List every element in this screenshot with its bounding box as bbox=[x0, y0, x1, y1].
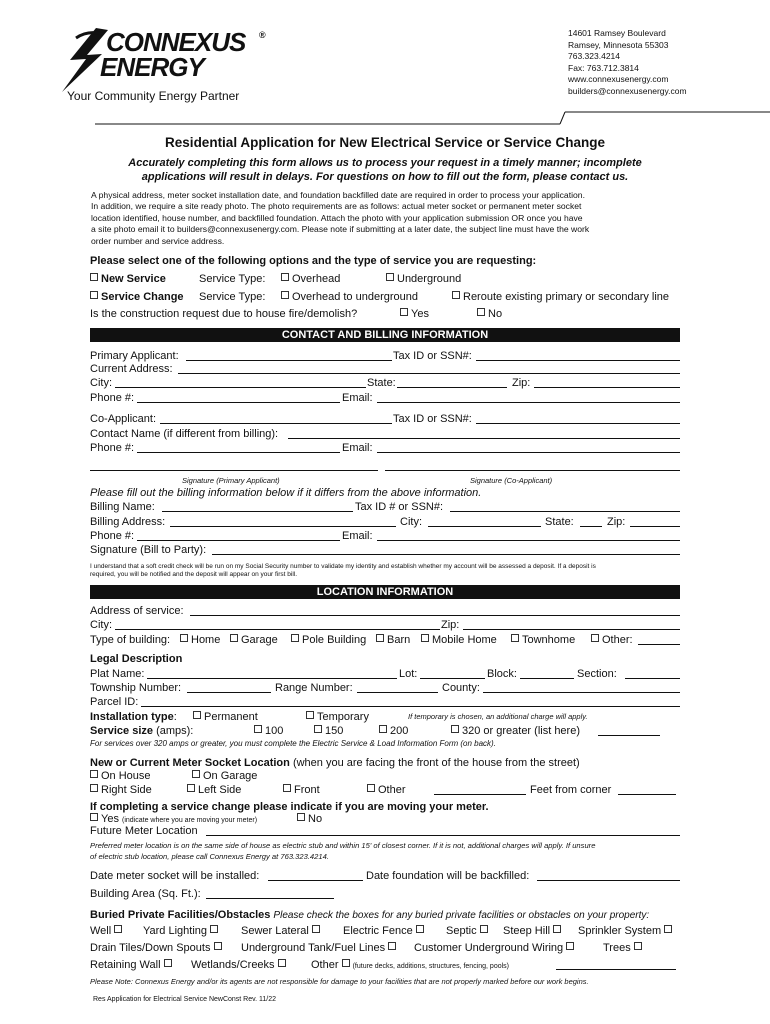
buried-heading: Buried Private Facilities/Obstacles bbox=[90, 909, 271, 921]
meter-location-heading bbox=[90, 757, 580, 770]
taxid-label: Tax ID or SSN#: bbox=[393, 350, 472, 362]
primary-applicant-field[interactable] bbox=[186, 360, 392, 361]
underground-tank-label: Underground Tank/Fuel Lines bbox=[241, 942, 386, 954]
co-email-field[interactable] bbox=[377, 452, 680, 453]
co-phone-field[interactable] bbox=[137, 452, 340, 453]
current-address-field[interactable] bbox=[178, 373, 680, 374]
right-side-label: Right Side bbox=[101, 784, 152, 796]
meter-heading-rest: (when you are facing the front of the house from the street) bbox=[292, 757, 580, 769]
pole-building-label: Pole Building bbox=[302, 634, 367, 646]
range-field[interactable] bbox=[357, 692, 438, 693]
front-option[interactable] bbox=[283, 784, 320, 797]
facility-steep-hill[interactable] bbox=[503, 925, 564, 938]
facility-wetlands[interactable] bbox=[191, 959, 289, 972]
checkbox[interactable] bbox=[180, 634, 188, 642]
tagline: Your Community Energy Partner bbox=[67, 89, 240, 103]
checkbox[interactable] bbox=[306, 711, 314, 719]
building-type-label: Type of building: bbox=[90, 634, 171, 646]
location-city-field[interactable] bbox=[115, 629, 440, 630]
intro-paragraph bbox=[91, 190, 589, 247]
billing-taxid-field[interactable] bbox=[450, 511, 680, 512]
address-line: 14601 Ramsey Boulevard bbox=[568, 28, 666, 38]
reroute-label: Reroute existing primary or secondary line bbox=[463, 291, 670, 303]
billing-address-field[interactable] bbox=[170, 526, 396, 527]
yes-label: Yes bbox=[411, 308, 429, 320]
home-label: Home bbox=[191, 634, 221, 646]
primary-signature-field[interactable] bbox=[90, 470, 378, 471]
checkbox[interactable] bbox=[193, 711, 201, 719]
on-garage-label: On Garage bbox=[203, 770, 258, 782]
service-change-label: Service Change bbox=[101, 291, 184, 303]
phone-field[interactable] bbox=[137, 402, 340, 403]
facility-underground-tank[interactable] bbox=[241, 942, 399, 955]
company-address bbox=[568, 28, 687, 98]
company-logo bbox=[56, 26, 271, 106]
garage-label: Garage bbox=[241, 634, 278, 646]
checkbox[interactable] bbox=[283, 784, 291, 792]
co-taxid-field[interactable] bbox=[476, 423, 680, 424]
customer-wiring-label: Customer Underground Wiring bbox=[414, 942, 564, 954]
facility-other-field[interactable] bbox=[556, 969, 676, 970]
billing-name-field[interactable] bbox=[162, 511, 353, 512]
service-size-label: Service size bbox=[90, 725, 153, 737]
address-line: Ramsey, Minnesota 55303 bbox=[568, 39, 669, 50]
checkbox[interactable] bbox=[314, 725, 322, 733]
billing-phone-field[interactable] bbox=[137, 540, 340, 541]
steep-hill-label: Steep Hill bbox=[503, 925, 551, 937]
checkbox[interactable] bbox=[90, 273, 98, 281]
date-foundation-field[interactable] bbox=[537, 880, 680, 881]
township-label: Township Number: bbox=[90, 682, 182, 694]
intro-line: a site photo email it to builders@connexusenergy.com. Please note if submitting at a later date, the subject line must have the work bbox=[91, 224, 590, 235]
permanent-label: Permanent bbox=[204, 711, 258, 723]
billing-address-label: Billing Address: bbox=[90, 516, 166, 528]
building-townhome-option[interactable] bbox=[511, 634, 575, 647]
address-line: Fax: 763.712.3814 bbox=[568, 62, 639, 73]
checkbox[interactable] bbox=[254, 725, 262, 733]
future-meter-field[interactable] bbox=[206, 835, 680, 836]
contact-name-field[interactable] bbox=[288, 438, 680, 439]
barn-label: Barn bbox=[387, 634, 411, 646]
service-address-label: Address of service: bbox=[90, 605, 184, 617]
fire-no-option[interactable] bbox=[477, 308, 502, 321]
preferred-note-line: Preferred meter location is on the same side of house as electric stub and within 15' of closest corner. If it is not, additional charges will apply. If unsure bbox=[90, 841, 596, 850]
intro-line: location identified, house number, and backfilled foundation. Attach the photo with your application submission OR once you have bbox=[91, 212, 583, 223]
fire-yes-option[interactable] bbox=[400, 308, 429, 321]
moving-yes-note: (indicate where you are moving your meter) bbox=[122, 817, 258, 824]
page-title: Residential Application for New Electrical Service or Service Change bbox=[165, 135, 605, 150]
checkbox[interactable] bbox=[511, 634, 519, 642]
checkbox[interactable] bbox=[376, 634, 384, 642]
state-label: State: bbox=[367, 377, 396, 389]
credit-note-line: required, you will be notified and the deposit will appear on your first bill. bbox=[90, 571, 298, 578]
checkbox[interactable] bbox=[421, 634, 429, 642]
intro-line: A physical address, meter socket installation date, and foundation backfilled date are required in order to process your application. bbox=[91, 190, 585, 200]
size-100-option[interactable] bbox=[254, 725, 283, 738]
yard-lighting-label: Yard Lighting bbox=[143, 925, 208, 937]
billing-state-field[interactable] bbox=[580, 526, 602, 527]
coapplicant-field[interactable] bbox=[160, 423, 392, 424]
temporary-label: Temporary bbox=[317, 711, 369, 723]
zip-label: Zip: bbox=[512, 377, 531, 389]
overhead-to-underground-option[interactable] bbox=[281, 291, 418, 304]
section-label: Section: bbox=[577, 668, 617, 680]
township-field[interactable] bbox=[187, 692, 271, 693]
fire-question: Is the construction request due to house fire/demolish? bbox=[90, 308, 358, 320]
credit-check-note bbox=[90, 563, 596, 579]
underground-option[interactable] bbox=[386, 273, 461, 286]
buried-heading-row bbox=[90, 909, 649, 922]
co-signature-caption: Signature (Co-Applicant) bbox=[470, 476, 553, 485]
sewer-lateral-label: Sewer Lateral bbox=[241, 925, 309, 937]
coapplicant-label: Co-Applicant: bbox=[90, 413, 157, 425]
logo-registered: ® bbox=[259, 30, 265, 40]
checkbox[interactable] bbox=[451, 725, 459, 733]
drain-tiles-label: Drain Tiles/Down Spouts bbox=[90, 942, 211, 954]
city-label: City: bbox=[90, 377, 112, 389]
checkbox[interactable] bbox=[342, 959, 350, 967]
checkbox[interactable] bbox=[114, 925, 122, 933]
plat-field[interactable] bbox=[147, 678, 397, 679]
size-150-option[interactable] bbox=[314, 725, 343, 738]
electric-fence-label: Electric Fence bbox=[343, 925, 413, 937]
checkbox[interactable] bbox=[566, 942, 574, 950]
septic-label: Septic bbox=[446, 925, 477, 937]
logo-line1: CONNEXUS bbox=[106, 27, 246, 57]
meter-other-label: Other bbox=[378, 784, 406, 796]
size-150-label: 150 bbox=[325, 725, 344, 737]
facility-electric-fence[interactable] bbox=[343, 925, 427, 938]
primary-applicant-label: Primary Applicant: bbox=[90, 350, 179, 362]
left-side-label: Left Side bbox=[198, 784, 242, 796]
section-field[interactable] bbox=[625, 678, 680, 679]
no-label: No bbox=[488, 308, 503, 320]
checkbox[interactable] bbox=[379, 725, 387, 733]
preferred-location-note bbox=[90, 840, 595, 862]
checkbox[interactable] bbox=[214, 942, 222, 950]
on-house-label: On House bbox=[101, 770, 151, 782]
moving-no-label: No bbox=[308, 813, 323, 825]
retaining-wall-label: Retaining Wall bbox=[90, 959, 161, 971]
checkbox[interactable] bbox=[452, 291, 460, 299]
front-label: Front bbox=[294, 784, 320, 796]
checkbox[interactable] bbox=[187, 784, 195, 792]
installation-type-label: Installation type bbox=[90, 711, 174, 723]
checkbox[interactable] bbox=[90, 784, 98, 792]
well-label: Well bbox=[90, 925, 112, 937]
checkbox[interactable] bbox=[634, 942, 642, 950]
installation-type-row: Installation type: bbox=[90, 711, 177, 723]
county-label: County: bbox=[442, 682, 480, 694]
facility-trees[interactable] bbox=[603, 942, 645, 955]
billing-phone-label: Phone #: bbox=[90, 530, 135, 542]
location-zip-label: Zip: bbox=[441, 619, 460, 631]
facility-sprinkler-system[interactable] bbox=[578, 925, 675, 938]
amps-note: For services over 320 amps or greater, you must complete the Electric Service & Load Information Form (on back). bbox=[90, 739, 496, 748]
size-100-label: 100 bbox=[265, 725, 284, 737]
meter-other-option[interactable] bbox=[367, 784, 406, 797]
temporary-note: If temporary is chosen, an additional charge will apply. bbox=[408, 712, 588, 721]
checkbox[interactable] bbox=[591, 634, 599, 642]
contact-name-label: Contact Name (if different from billing): bbox=[90, 428, 279, 440]
checkbox[interactable] bbox=[281, 291, 289, 299]
location-section-header: LOCATION INFORMATION bbox=[90, 585, 680, 599]
facility-yard-lighting[interactable] bbox=[143, 925, 221, 938]
building-home-option[interactable] bbox=[180, 634, 220, 647]
meter-heading-bold: New or Current Meter Socket Location bbox=[90, 757, 290, 769]
header-divider bbox=[0, 110, 770, 130]
meter-other-field[interactable] bbox=[434, 794, 526, 795]
checkbox[interactable] bbox=[312, 925, 320, 933]
date-foundation-label: Date foundation will be backfilled: bbox=[366, 870, 530, 882]
checkbox[interactable] bbox=[416, 925, 424, 933]
underground-label: Underground bbox=[397, 273, 462, 285]
future-meter-label: Future Meter Location bbox=[90, 825, 198, 837]
moving-yes-label: Yes bbox=[101, 813, 119, 825]
moving-no-option[interactable] bbox=[297, 813, 322, 826]
building-area-label: Building Area (Sq. Ft.): bbox=[90, 888, 201, 900]
on-house-option[interactable] bbox=[90, 770, 151, 783]
mobile-home-label: Mobile Home bbox=[432, 634, 497, 646]
select-heading: Please select one of the following options and the type of service you are requesting: bbox=[90, 255, 537, 267]
primary-signature-caption: Signature (Primary Applicant) bbox=[182, 476, 280, 485]
bill-signature-field[interactable] bbox=[212, 554, 680, 555]
service-type-label: Service Type: bbox=[199, 291, 266, 303]
billing-zip-field[interactable] bbox=[630, 526, 680, 527]
size-200-option[interactable] bbox=[379, 725, 408, 738]
checkbox[interactable] bbox=[297, 813, 305, 821]
billing-note: Please fill out the billing information below if it differs from the above information. bbox=[90, 487, 482, 499]
billing-state-label: State: bbox=[545, 516, 574, 528]
facility-septic[interactable] bbox=[446, 925, 491, 938]
intro-line: order number and service address. bbox=[91, 235, 225, 246]
overhead-to-underground-label: Overhead to underground bbox=[292, 291, 418, 303]
townhome-label: Townhome bbox=[522, 634, 576, 646]
block-field[interactable] bbox=[520, 678, 574, 679]
billing-taxid-label: Tax ID # or SSN#: bbox=[355, 501, 444, 513]
building-barn-option[interactable] bbox=[376, 634, 410, 647]
trees-label: Trees bbox=[603, 942, 631, 954]
subtitle-line: applications will result in delays. For questions on how to fill out the form, please contact us. bbox=[141, 171, 629, 183]
billing-city-label: City: bbox=[400, 516, 422, 528]
billing-name-label: Billing Name: bbox=[90, 501, 155, 513]
subtitle-line: Accurately completing this form allows us to process your request in a timely manner; incomplete bbox=[128, 157, 642, 169]
block-label: Block: bbox=[487, 668, 517, 680]
email-field[interactable] bbox=[377, 402, 680, 403]
billing-city-field[interactable] bbox=[428, 526, 541, 527]
checkbox[interactable] bbox=[90, 291, 98, 299]
amps-label: (amps): bbox=[156, 725, 194, 737]
parcel-label: Parcel ID: bbox=[90, 696, 139, 708]
buried-note: Please check the boxes for any buried private facilities or obstacles on your property: bbox=[273, 910, 650, 921]
feet-from-corner-label: Feet from corner bbox=[530, 784, 612, 796]
building-other-field[interactable] bbox=[638, 644, 680, 645]
billing-zip-label: Zip: bbox=[607, 516, 626, 528]
address-line: 763.323.4214 bbox=[568, 51, 620, 62]
co-signature-field[interactable] bbox=[385, 470, 680, 471]
feet-from-corner-field[interactable] bbox=[618, 794, 676, 795]
reroute-option[interactable] bbox=[452, 291, 669, 304]
preferred-note-line: of electric stub location, please call Connexus Energy at 763.323.4214. bbox=[90, 852, 329, 861]
other-label: Other: bbox=[602, 634, 633, 646]
temporary-option[interactable] bbox=[306, 711, 369, 724]
checkbox[interactable] bbox=[388, 942, 396, 950]
facility-customer-wiring[interactable] bbox=[414, 942, 577, 955]
parcel-field[interactable] bbox=[141, 706, 680, 707]
on-garage-option[interactable] bbox=[192, 770, 257, 783]
email-link[interactable]: builders@connexusenergy.com bbox=[568, 85, 687, 96]
bill-signature-label: Signature (Bill to Party): bbox=[90, 544, 207, 556]
size-320-label: 320 or greater (list here) bbox=[462, 725, 580, 737]
credit-note-line: I understand that a soft credit check will be run on my Social Security number to validate my identity and establish whether my account will be assessed a deposit. If a deposit is bbox=[90, 563, 596, 570]
checkbox[interactable] bbox=[278, 959, 286, 967]
zip-field[interactable] bbox=[534, 387, 680, 388]
size-320-option[interactable] bbox=[451, 725, 580, 738]
facility-sewer-lateral[interactable] bbox=[241, 925, 323, 938]
checkbox[interactable] bbox=[553, 925, 561, 933]
new-service-option[interactable] bbox=[90, 273, 166, 286]
size-320-field[interactable] bbox=[598, 735, 660, 736]
checkbox[interactable] bbox=[90, 813, 98, 821]
service-size-row bbox=[90, 725, 193, 738]
please-note: Please Note: Connexus Energy and/or its agents are not responsible for damage to your facilities that are not properly marked before our work begins. bbox=[90, 977, 589, 986]
checkbox[interactable] bbox=[164, 959, 172, 967]
billing-email-label: Email: bbox=[342, 530, 373, 542]
checkbox[interactable] bbox=[367, 784, 375, 792]
facility-retaining-wall[interactable] bbox=[90, 959, 175, 972]
lot-label: Lot: bbox=[399, 668, 418, 680]
website-link[interactable]: www.connexusenergy.com bbox=[568, 74, 669, 85]
facility-other[interactable] bbox=[311, 959, 509, 973]
form-footer: Res Application for Electrical Service NewConst Rev. 11/22 bbox=[93, 996, 276, 1003]
co-phone-label: Phone #: bbox=[90, 442, 135, 454]
overhead-label: Overhead bbox=[292, 273, 341, 285]
city-field[interactable] bbox=[115, 387, 366, 388]
lot-field[interactable] bbox=[420, 678, 485, 679]
sprinkler-system-label: Sprinkler System bbox=[578, 925, 662, 937]
state-field[interactable] bbox=[397, 387, 507, 388]
service-type-label: Service Type: bbox=[199, 273, 266, 285]
facility-drain-tiles[interactable] bbox=[90, 942, 225, 955]
checkbox[interactable] bbox=[664, 925, 672, 933]
service-change-option[interactable] bbox=[90, 291, 184, 304]
wetlands-label: Wetlands/Creeks bbox=[191, 959, 275, 971]
permanent-option[interactable] bbox=[193, 711, 258, 724]
facility-well[interactable] bbox=[90, 925, 125, 938]
new-service-label: New Service bbox=[101, 273, 166, 285]
left-side-option[interactable] bbox=[187, 784, 241, 797]
plat-label: Plat Name: bbox=[90, 668, 145, 680]
building-garage-option[interactable] bbox=[230, 634, 278, 647]
intro-line: In addition, we require a site ready photo. The photo requirements are as follows: actual meter socket or permanent meter socket bbox=[91, 201, 582, 212]
moving-meter-question: If completing a service change please indicate if you are moving your meter. bbox=[90, 801, 489, 813]
facility-other-label: Other bbox=[311, 959, 339, 971]
size-200-label: 200 bbox=[390, 725, 409, 737]
checkbox[interactable] bbox=[90, 770, 98, 778]
checkbox[interactable] bbox=[230, 634, 238, 642]
building-pole-option[interactable] bbox=[291, 634, 366, 647]
facility-other-note: (future decks, additions, structures, fencing, pools) bbox=[352, 963, 509, 970]
right-side-option[interactable] bbox=[90, 784, 152, 797]
billing-email-field[interactable] bbox=[377, 540, 680, 541]
checkbox[interactable] bbox=[477, 308, 485, 316]
service-address-field[interactable] bbox=[190, 615, 680, 616]
location-zip-field[interactable] bbox=[463, 629, 680, 630]
checkbox[interactable] bbox=[400, 308, 408, 316]
date-meter-label: Date meter socket will be installed: bbox=[90, 870, 260, 882]
location-city-label: City: bbox=[90, 619, 112, 631]
building-mobile-home-option[interactable] bbox=[421, 634, 497, 647]
checkbox[interactable] bbox=[281, 273, 289, 281]
county-field[interactable] bbox=[483, 692, 680, 693]
building-area-field[interactable] bbox=[206, 898, 334, 899]
range-label: Range Number: bbox=[275, 682, 353, 694]
date-meter-field[interactable] bbox=[268, 880, 363, 881]
building-other-option[interactable] bbox=[591, 634, 633, 647]
overhead-option[interactable] bbox=[281, 273, 340, 286]
checkbox[interactable] bbox=[210, 925, 218, 933]
taxid-field[interactable] bbox=[476, 360, 680, 361]
co-email-label: Email: bbox=[342, 442, 373, 454]
phone-label: Phone #: bbox=[90, 392, 135, 404]
email-label: Email: bbox=[342, 392, 373, 404]
logo-line2: ENERGY bbox=[100, 52, 204, 82]
current-address-label: Current Address: bbox=[90, 363, 173, 375]
checkbox[interactable] bbox=[480, 925, 488, 933]
checkbox[interactable] bbox=[192, 770, 200, 778]
contact-section-header: CONTACT AND BILLING INFORMATION bbox=[90, 328, 680, 342]
legal-description-heading: Legal Description bbox=[90, 653, 183, 665]
checkbox[interactable] bbox=[386, 273, 394, 281]
checkbox[interactable] bbox=[291, 634, 299, 642]
co-taxid-label: Tax ID or SSN#: bbox=[393, 413, 472, 425]
